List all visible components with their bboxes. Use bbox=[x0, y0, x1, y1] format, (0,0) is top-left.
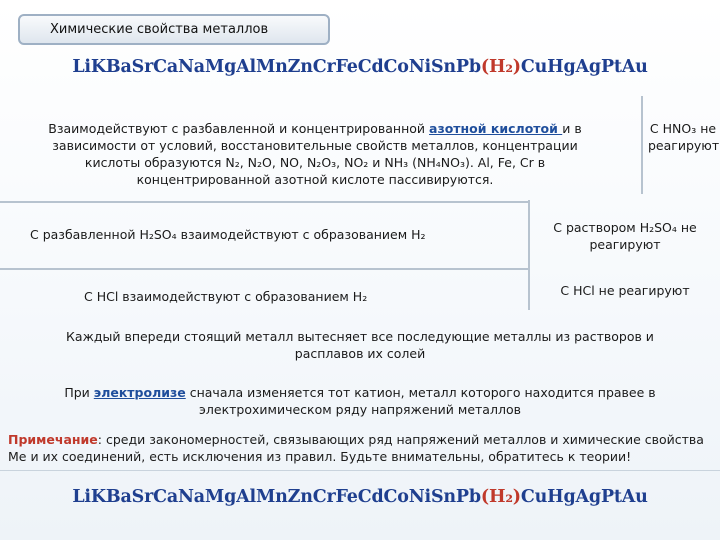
series-element-10: Cr bbox=[312, 487, 336, 507]
electrolysis-text-start: При bbox=[64, 385, 94, 400]
note-divider bbox=[0, 470, 720, 471]
series-element-6: Mg bbox=[204, 487, 237, 507]
series-element-22: Au bbox=[621, 57, 648, 77]
series-element-12: Cd bbox=[357, 487, 384, 507]
nitric-no-reaction-text: С HNO₃ не реагируют bbox=[648, 121, 720, 153]
series-element-19: Hg bbox=[547, 487, 576, 507]
note-body: : среди закономерностей, связывающих ряд напряжений металлов и химические свойства Ме и их соединений, есть исключения из правил. Будьте внимательны, обратитесь к теории! bbox=[8, 432, 704, 464]
series-element-7: Al bbox=[236, 57, 256, 77]
divider-vertical-2 bbox=[528, 200, 530, 310]
series-element-18: Cu bbox=[520, 57, 548, 77]
displacement-rule-text: Каждый впереди стоящий металл вытесняет все последующие металлы из растворов и расплавов их солей bbox=[66, 329, 654, 361]
activity-series-top bbox=[0, 57, 720, 77]
series-element-0: Li bbox=[72, 57, 91, 77]
series-element-3: Sr bbox=[131, 487, 154, 507]
series-element-2: Ba bbox=[105, 487, 132, 507]
series-element-4: Ca bbox=[153, 57, 178, 77]
series-element-20: Ag bbox=[575, 57, 601, 77]
slide-title: Химические свойства металлов bbox=[18, 14, 330, 45]
series-element-5: Na bbox=[177, 487, 205, 507]
series-element-7: Al bbox=[236, 487, 256, 507]
series-element-5: Na bbox=[177, 57, 205, 77]
nitric-acid-text bbox=[30, 120, 600, 188]
series-element-18: Cu bbox=[520, 487, 548, 507]
hydrochloric-no-reaction-text: С HCl не реагируют bbox=[560, 283, 690, 298]
nitric-acid-link[interactable]: азотной кислотой bbox=[429, 121, 563, 136]
series-element-17: (H₂) bbox=[480, 487, 521, 507]
note-label: Примечание bbox=[8, 432, 98, 447]
series-element-19: Hg bbox=[547, 57, 576, 77]
series-element-15: Sn bbox=[430, 57, 456, 77]
series-element-6: Mg bbox=[204, 57, 237, 77]
electrolysis-link[interactable]: электролизе bbox=[93, 385, 186, 400]
series-element-16: Pb bbox=[455, 57, 481, 77]
nitric-text-end: и в зависимости от условий, восстановительные свойств металлов, концентрации кислоты образуются N₂, N₂O, NO, N₂O₃, NO₂ и NH₃ (NH₄NO₃). Al, Fe, Cr в концентрированной азотной кислоте пассивируются. bbox=[52, 121, 582, 187]
series-element-14: Ni bbox=[408, 57, 431, 77]
divider-horizontal-1 bbox=[0, 201, 530, 203]
sulfuric-no-reaction-text: С раствором H₂SO₄ не реагируют bbox=[553, 220, 697, 252]
series-element-13: Co bbox=[383, 487, 409, 507]
series-element-9: Zn bbox=[287, 57, 313, 77]
series-element-12: Cd bbox=[357, 57, 384, 77]
nitric-text-start: Взаимодействуют с разбавленной и концентрированной bbox=[48, 121, 430, 136]
series-element-1: K bbox=[90, 487, 106, 507]
series-element-10: Cr bbox=[312, 57, 336, 77]
sulfuric-acid-text: С разбавленной H₂SO₄ взаимодействуют с образованием H₂ bbox=[30, 227, 426, 242]
series-element-21: Pt bbox=[600, 487, 622, 507]
series-element-11: Fe bbox=[335, 57, 358, 77]
series-element-16: Pb bbox=[455, 487, 481, 507]
series-element-20: Ag bbox=[575, 487, 601, 507]
series-element-9: Zn bbox=[287, 487, 313, 507]
series-element-3: Sr bbox=[131, 57, 154, 77]
series-element-14: Ni bbox=[408, 487, 431, 507]
series-element-4: Ca bbox=[153, 487, 178, 507]
series-element-21: Pt bbox=[600, 57, 622, 77]
activity-series-bottom bbox=[0, 487, 720, 507]
hydrochloric-acid-text: С HCl взаимодействуют с образованием H₂ bbox=[84, 289, 368, 304]
series-element-17: (H₂) bbox=[480, 57, 521, 77]
series-element-8: Mn bbox=[255, 487, 288, 507]
series-element-1: K bbox=[90, 57, 106, 77]
series-element-8: Mn bbox=[255, 57, 288, 77]
series-element-22: Au bbox=[621, 487, 648, 507]
divider-horizontal-2 bbox=[0, 268, 530, 270]
series-element-0: Li bbox=[72, 487, 91, 507]
electrolysis-text-end: сначала изменяется тот катион, металл которого находится правее в электрохимическом ряду напряжений металлов bbox=[185, 385, 656, 417]
note-text bbox=[8, 431, 714, 465]
electrolysis-text bbox=[60, 384, 660, 418]
series-element-15: Sn bbox=[430, 487, 456, 507]
series-element-11: Fe bbox=[335, 487, 358, 507]
series-element-2: Ba bbox=[105, 57, 132, 77]
series-element-13: Co bbox=[383, 57, 409, 77]
divider-vertical-1 bbox=[641, 96, 643, 194]
